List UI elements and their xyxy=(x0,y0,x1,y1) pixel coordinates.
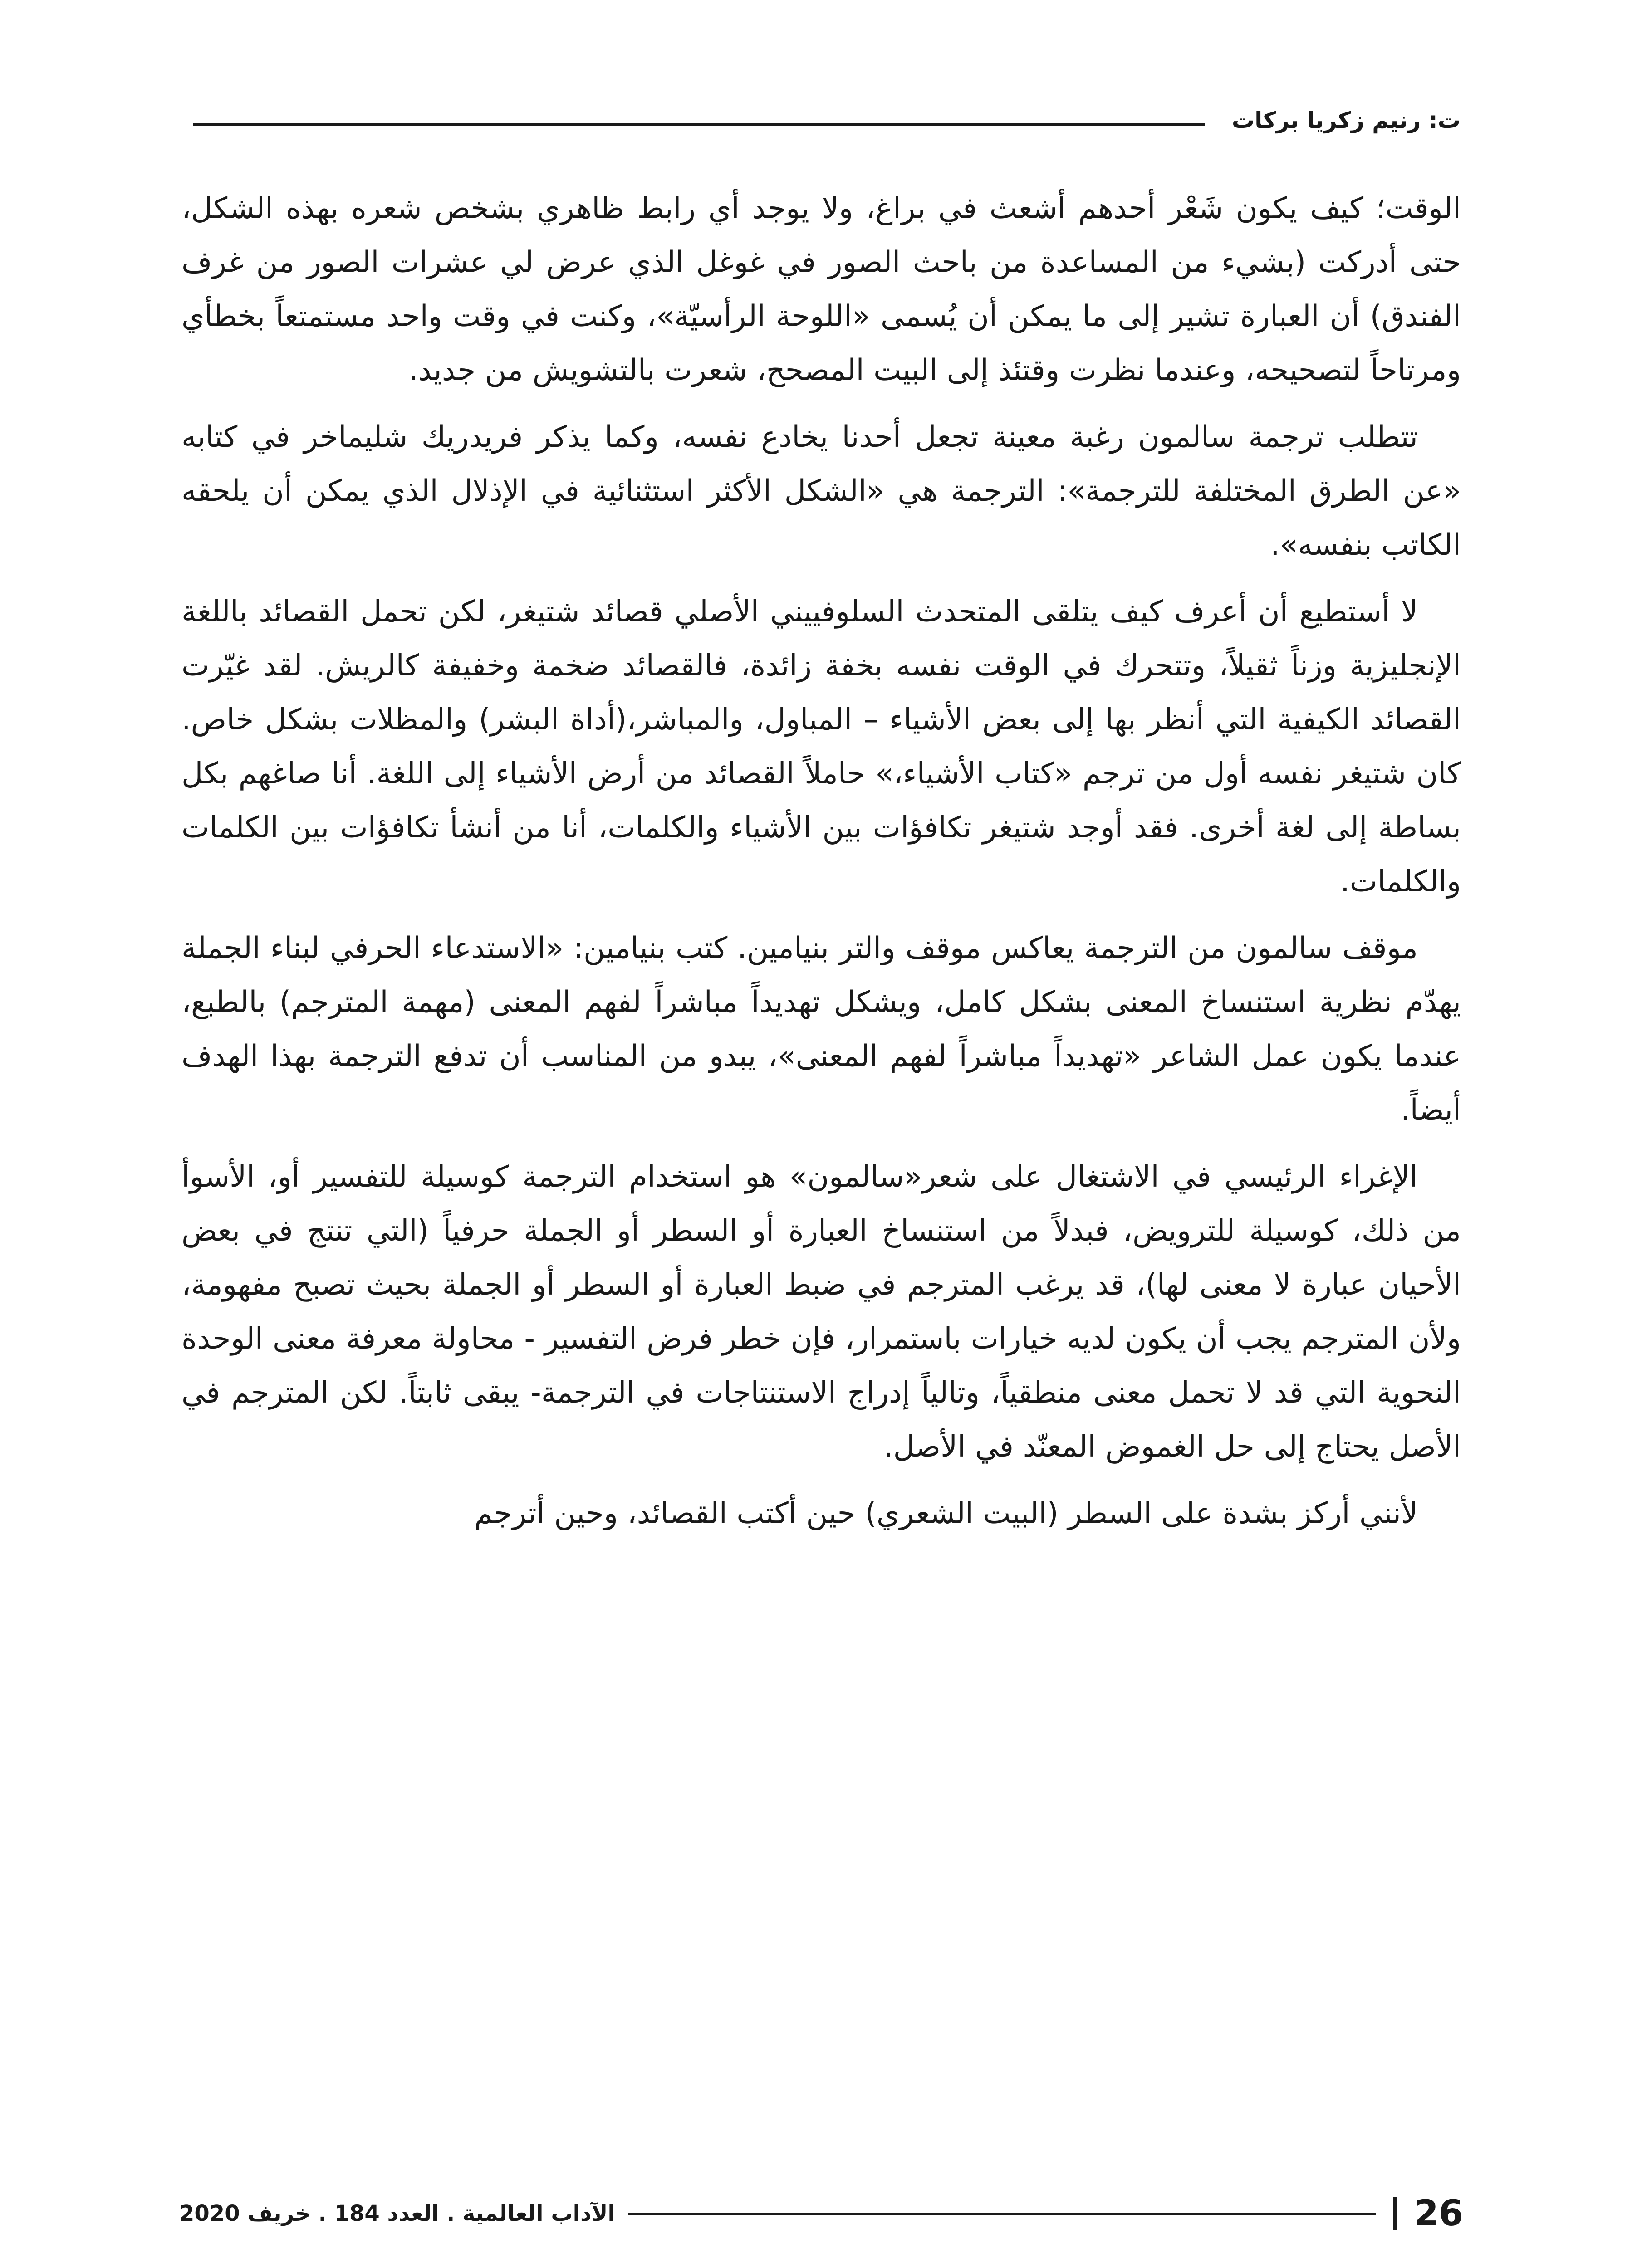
footer-separator-bar xyxy=(1393,2197,1397,2230)
header-translator: ت: رنيم زكريا بركات xyxy=(1231,107,1461,133)
footer-rule xyxy=(628,2213,1376,2215)
paragraph: الإغراء الرئيسي في الاشتغال على شعر«سالمون» هو استخدام الترجمة كوسيلة للتفسير أو، الأسوأ من ذلك، كوسيلة للترويض، فبدلاً من استنساخ العبارة أو السطر أو الجملة حرفياً (التي تنتج في بعض الأحيان عبارة لا معنى لها)، قد يرغب المترجم في ضبط العبارة أو السطر أو الجملة بحيث تصبح مفهومة، ولأن المترجم يجب أن يكون لديه خيارات باستمرار، فإن خطر فرض التفسير - محاولة معرفة معنى الوحدة النحوية التي قد لا تحمل معنى منطقياً، وتالياً إدراج الاستنتاجات في الترجمة- يبقى ثابتاً. لكن المترجم في الأصل يحتاج إلى حل الغموض المعنّد في الأصل. xyxy=(181,1160,1461,1464)
page-footer xyxy=(179,2193,1463,2234)
header-rule xyxy=(193,123,1205,126)
journal-issue-label: الآداب العالمية . العدد 184 . خريف 2020 xyxy=(179,2201,615,2226)
running-header xyxy=(181,104,1461,136)
paragraph: تتطلب ترجمة سالمون رغبة معينة تجعل أحدنا يخادع نفسه، وكما يذكر فريدريك شليماخر في كتابه «عن الطرق المختلفة للترجمة»: الترجمة هي «الشكل الأكثر استثنائية في الإذلال الذي يمكن أن يلحقه الكاتب بنفسه». xyxy=(181,420,1461,562)
page-number: 26 xyxy=(1414,2193,1463,2234)
paragraph: الوقت؛ كيف يكون شَعْر أحدهم أشعث في براغ، ولا يوجد أي رابط ظاهري بشخص شعره بهذه الشكل، حتى أدركت (بشيء من المساعدة من باحث الصور في غوغل الذي عرض لي عشرات الصور من غرف الفندق) أن العبارة تشير إلى ما يمكن أن يُسمى «اللوحة الرأسيّة»، وكنت في وقت واحد مستمتعاً بخطأي ومرتاحاً لتصحيحه، وعندما نظرت وقتئذ إلى البيت المصحح، شعرت بالتشويش من جديد. xyxy=(181,191,1461,387)
paragraph: لا أستطيع أن أعرف كيف يتلقى المتحدث السلوفييني الأصلي قصائد شتيغر، لكن تحمل القصائد باللغة الإنجليزية وزناً ثقيلاً، وتتحرك في الوقت نفسه بخفة زائدة، فالقصائد ضخمة وخفيفة كالريش. لقد غيّرت القصائد الكيفية التي أنظر بها إلى بعض الأشياء – المباول، والمباشر،(أداة البشر) والمظلات بشكل خاص. كان شتيغر نفسه أول من ترجم «كتاب الأشياء،» حاملاً القصائد من أرض الأشياء إلى اللغة. أنا صاغهم بكل بساطة إلى لغة أخرى. فقد أوجد شتيغر تكافؤات بين الأشياء والكلمات، أنا من أنشأ تكافؤات بين الكلمات والكلمات. xyxy=(181,595,1461,899)
paragraph: موقف سالمون من الترجمة يعاكس موقف والتر بنيامين. كتب بنيامين: «الاستدعاء الحرفي لبناء الجملة يهدّم نظرية استنساخ المعنى بشكل كامل، ويشكل تهديداً مباشراً لفهم المعنى (مهمة المترجم) بالطبع، عندما يكون عمل الشاعر «تهديداً مباشراً لفهم المعنى»، يبدو من المناسب أن تدفع الترجمة بهذا الهدف أيضاً. xyxy=(181,931,1461,1127)
paragraph: لأنني أركز بشدة على السطر (البيت الشعري) حين أكتب القصائد، وحين أترجم xyxy=(474,1496,1418,1530)
article-body xyxy=(181,181,1461,1553)
